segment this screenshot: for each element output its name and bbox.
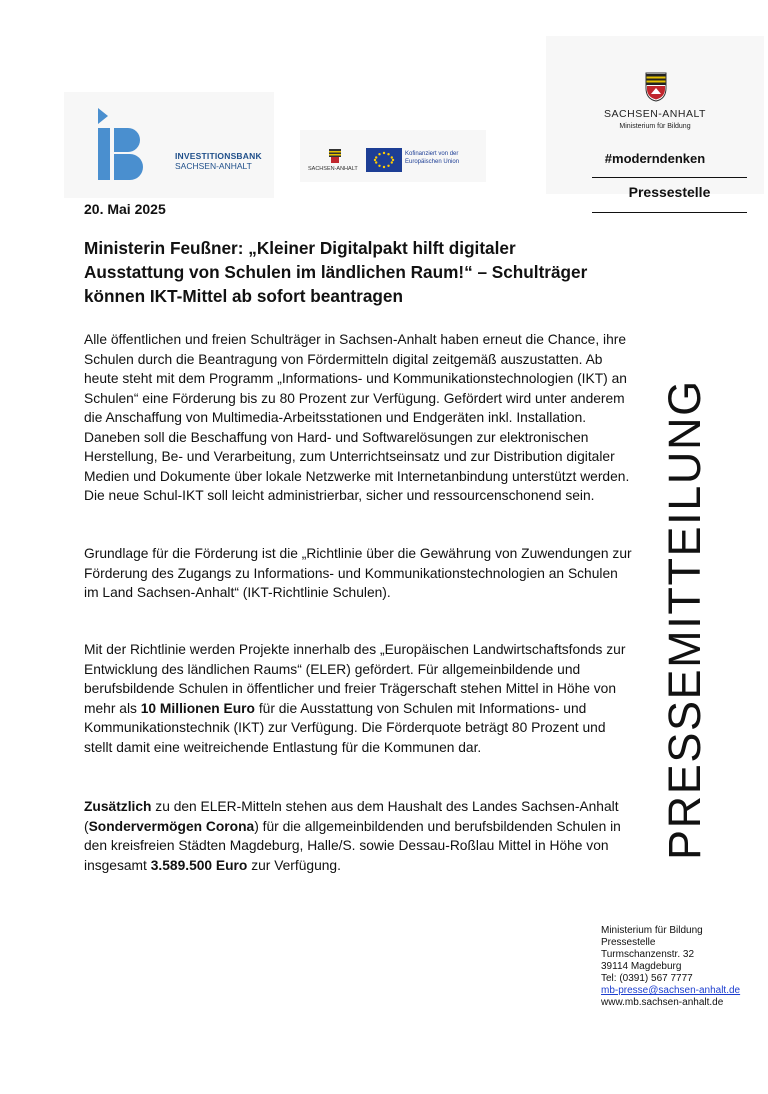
paragraph-4-emphasis-2: Sondervermögen Corona (88, 818, 255, 834)
investitionsbank-logo-icon (94, 104, 150, 184)
eu-text-line1: Kofinanziert von der (405, 151, 459, 157)
funding-amount-eler: 10 Millionen Euro (140, 700, 255, 716)
contact-phone: Tel: (0391) 567 7777 (601, 973, 693, 984)
paragraph-4-emphasis-1: Zusätzlich (84, 799, 152, 814)
contact-city: 39114 Magdeburg (601, 961, 682, 972)
paragraph-4-text-a: zu den ELER-Mitteln stehen aus dem Haushalt des Landes Sachsen-Anhalt ( (84, 799, 619, 834)
contact-ministry: Ministerium für Bildung (601, 925, 703, 936)
funding-amount-state: 3.589.500 Euro (150, 857, 248, 873)
paragraph-3 (84, 640, 634, 757)
investitionsbank-line1: INVESTITIONSBANK (175, 151, 262, 161)
contact-street: Turmschanzenstr. 32 (601, 949, 695, 960)
paragraph-4 (84, 797, 634, 875)
eu-logo-state-label: SACHSEN-ANHALT (308, 166, 358, 172)
state-coat-of-arms-icon (645, 72, 667, 102)
contact-department: Pressestelle (601, 937, 656, 948)
contact-website[interactable]: www.mb.sachsen-anhalt.de (601, 997, 724, 1008)
eu-cofinancing-text (405, 150, 459, 166)
paragraph-4-text-b: ) für die allgemeinbildenden und berufsbildenden Schulen in den kreisfreien Städten Magdeburg, Halle/S. sowie Dessau-Roßlau Mittel in Höhe von insgesamt (84, 818, 621, 873)
divider-bottom (592, 212, 747, 213)
paragraph-4-text-c: zur Verfügung. (247, 857, 341, 873)
hashtag-slogan: #moderndenken (604, 151, 706, 166)
paragraph-3-text-a: Mit der Richtlinie werden Projekte innerhalb des „Europäischen Landwirtschaftsfonds zur Entwicklung des ländlichen Raums“ (ELER) gefördert. Für allgemeinbildende und berufsbildende Schulen in öffentlicher und freier Trägerschaft stehen Mittel in Höhe von mehr als (84, 642, 626, 716)
ministry-state-name: SACHSEN-ANHALT (604, 108, 706, 120)
investitionsbank-line2: SACHSEN-ANHALT (175, 161, 252, 171)
ministry-name: Ministerium für Bildung (619, 123, 691, 130)
contact-email-link[interactable]: mb-presse@sachsen-anhalt.de (601, 985, 741, 996)
eu-flag-icon (366, 148, 402, 172)
contact-block (601, 925, 740, 1009)
state-crest-icon (328, 148, 342, 164)
vertical-press-release-title: PRESSEMITTEILUNG (659, 379, 710, 860)
investitionsbank-name (175, 151, 262, 171)
press-release-date: 20. Mai 2025 (84, 201, 166, 217)
eu-text-line2: Europäischen Union (405, 159, 460, 165)
paragraph-3-text-b: für die Ausstattung von Schulen mit Informations- und Kommunikationstechnik (IKT) zur Verfügung. Die Förderquote beträgt 80 Prozent und stellt damit eine weitreichende Entlastung für die Kommunen dar. (84, 700, 606, 755)
paragraph-1: Alle öffentlichen und freien Schulträger in Sachsen-Anhalt haben erneut die Chance, ihre Schulen durch die Beantragung von Fördermitteln digital zeitgemäß auszustatten. Ab heute steht mit dem Programm „Informations- und Kommunikationstechnologien (IKT) an Schulen“ eine Förderung bis zu 80 Prozent zur Verfügung. Gefördert wird unter anderem die Anschaffung von Multimedia-Arbeitsstationen und Endgeräten inkl. Installation. Daneben soll die Beschaffung von Hard- und Softwarelösungen zur elektronischen Herstellung, Be- und Verarbeitung, zum Unterrichtseinsatz und zur Distribution digitaler Medien und Dokumente über lokale Netzwerke mit Internetanbindung unterstützt werden. Die neue Schul-IKT soll leicht administrierbar, sicher und ressourcenschonend sein. (84, 332, 630, 503)
divider-top (592, 177, 747, 178)
paragraph-2: Grundlage für die Förderung ist die „Richtlinie über die Gewährung von Zuwendungen zur Förderung des Zugangs zu Informations- und Kommunikationstechnologien an Schulen im Land Sachsen-Anhalt“ (IKT-Richtlinie Schulen). (84, 546, 632, 600)
department-label: Pressestelle (628, 184, 711, 200)
press-release-headline: Ministerin Feußner: „Kleiner Digitalpakt hilft digitaler Ausstattung von Schulen im ländlichen Raum!“ – Schulträger können IKT-Mittel ab sofort beantragen (84, 238, 588, 306)
